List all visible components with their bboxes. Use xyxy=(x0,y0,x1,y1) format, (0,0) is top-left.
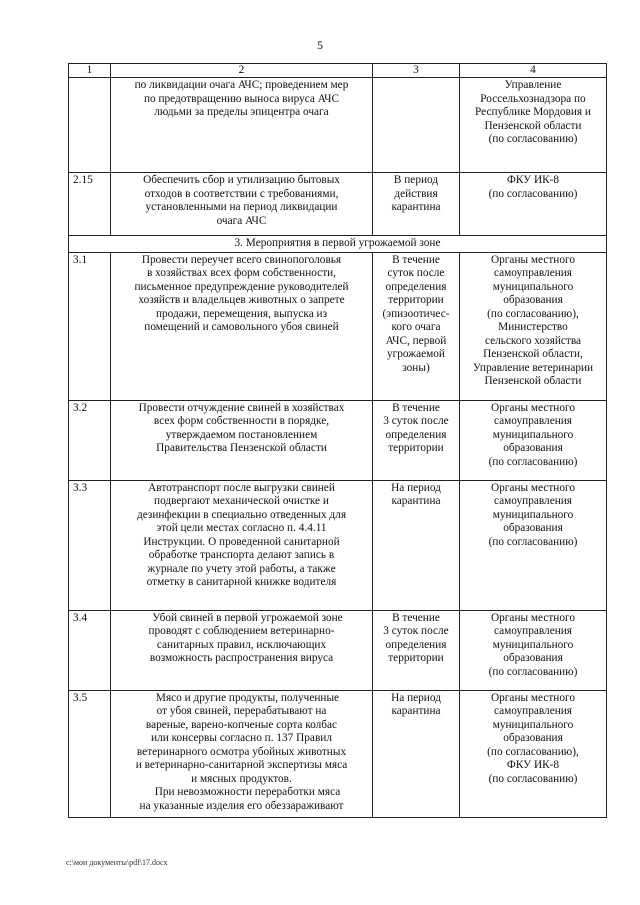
responsible-cell-line xyxy=(463,773,603,787)
responsible-cell-text: (по согласованию) xyxy=(488,535,578,548)
section-row xyxy=(69,236,607,253)
responsible-cell xyxy=(460,480,607,610)
table-row xyxy=(69,480,607,610)
action-cell-line xyxy=(114,509,369,523)
responsible-cell-text: образования xyxy=(503,294,563,306)
item-number xyxy=(69,78,111,173)
responsible-cell xyxy=(460,400,607,480)
term-cell xyxy=(373,480,460,610)
action-cell-line xyxy=(114,692,369,706)
term-cell-line xyxy=(376,625,456,639)
term-cell-text: угрожаемой xyxy=(387,348,445,360)
table-row xyxy=(69,252,607,400)
table-row xyxy=(69,78,607,173)
responsible-cell-text: самоуправления xyxy=(493,495,572,507)
term-cell-text: определения xyxy=(385,428,447,441)
responsible-cell-text: самоуправления xyxy=(493,267,572,279)
term-cell-line xyxy=(376,612,456,626)
table-row xyxy=(69,173,607,236)
responsible-cell-line xyxy=(463,375,603,389)
term-cell-line xyxy=(376,294,456,308)
action-cell-text: письменное предупреждение руководителей xyxy=(134,280,349,293)
responsible-cell-text: образования xyxy=(503,652,563,664)
term-cell xyxy=(373,252,460,400)
header-col-4: 4 xyxy=(460,64,607,78)
action-cell-line xyxy=(114,254,369,268)
action-cell-text: хозяйств и владельцев животных о запрете xyxy=(138,294,345,306)
term-cell xyxy=(373,173,460,236)
action-cell-line xyxy=(114,402,369,416)
action-cell-text: от убоя свиней, перерабатывают на xyxy=(156,705,327,717)
responsible-cell-text: самоуправления xyxy=(493,625,572,637)
responsible-cell-text: (по согласованию), xyxy=(487,307,579,320)
responsible-cell-text: Россельхознадзора по xyxy=(480,92,586,105)
responsible-cell-line xyxy=(463,415,603,429)
term-cell-line xyxy=(376,308,456,322)
action-cell-line xyxy=(114,522,369,536)
responsible-cell-text: муниципального xyxy=(492,638,574,651)
responsible-cell-text: муниципального xyxy=(492,718,574,731)
action-cell-line xyxy=(114,281,369,295)
term-cell-text: кого очага xyxy=(391,321,441,333)
term-cell-line xyxy=(376,174,456,188)
action-cell-line xyxy=(114,106,369,120)
responsible-cell-line xyxy=(463,188,603,202)
responsible-cell-line xyxy=(463,267,603,281)
action-cell xyxy=(111,173,373,236)
measures-table xyxy=(68,63,607,818)
action-cell-line xyxy=(114,188,369,202)
action-cell-line xyxy=(114,267,369,281)
responsible-cell-line xyxy=(463,705,603,719)
action-cell-line xyxy=(114,308,369,322)
term-cell-line xyxy=(376,254,456,268)
action-cell-text: обработке транспорта делают запись в xyxy=(148,549,335,561)
responsible-cell-line xyxy=(463,536,603,550)
action-cell-line xyxy=(114,719,369,733)
responsible-cell-text: Пензенской области xyxy=(484,119,582,132)
responsible-cell-text: Министерство xyxy=(498,321,568,333)
term-cell-text: территории xyxy=(388,442,444,454)
item-number: 3.4 xyxy=(69,610,111,690)
action-cell-line xyxy=(114,415,369,429)
action-cell-text: Провести переучет всего свинопоголовья xyxy=(141,253,342,266)
action-cell-text: всех форм собственности в порядке, xyxy=(153,415,330,427)
term-cell-text: зоны) xyxy=(402,361,430,374)
responsible-cell-line xyxy=(463,732,603,746)
action-cell xyxy=(111,78,373,173)
action-cell-line xyxy=(114,321,369,335)
responsible-cell-line xyxy=(463,321,603,335)
responsible-cell-text: Республике Мордовия и xyxy=(475,106,591,118)
term-cell-line xyxy=(376,415,456,429)
term-cell-line xyxy=(376,267,456,281)
responsible-cell xyxy=(460,252,607,400)
responsible-cell xyxy=(460,78,607,173)
action-cell-text: помещений и самовольного убоя свиней xyxy=(144,321,339,333)
action-cell-text: проводят с соблюдением ветеринарно- xyxy=(148,625,335,637)
responsible-cell-line xyxy=(463,482,603,496)
action-cell-text: в хозяйствах всех форм собственности, xyxy=(146,267,336,279)
action-cell-text: отметку в санитарной книжке водителя xyxy=(146,576,337,588)
responsible-cell-line xyxy=(463,652,603,666)
action-cell-text: по ликвидации очага АЧС; проведением мер xyxy=(134,79,349,91)
action-cell-line xyxy=(114,93,369,107)
footer-file-path: c:\мои документы\pdf\17.docx xyxy=(66,858,168,867)
term-cell-text: территории xyxy=(388,294,444,306)
responsible-cell-line xyxy=(463,666,603,680)
term-cell-text: На период xyxy=(391,691,441,704)
responsible-cell-text: (по согласованию) xyxy=(488,665,578,678)
responsible-cell-line xyxy=(463,495,603,509)
responsible-cell-text: сельского хозяйства xyxy=(484,334,582,347)
responsible-cell-line xyxy=(463,402,603,416)
term-cell-line xyxy=(376,321,456,335)
responsible-cell-line xyxy=(463,254,603,268)
action-cell xyxy=(111,610,373,690)
responsible-cell-line xyxy=(463,335,603,349)
action-cell-text: очага АЧС xyxy=(216,214,267,227)
action-cell-text: по предотвращению выноса вируса АЧС xyxy=(143,92,340,105)
responsible-cell-line xyxy=(463,79,603,93)
responsible-cell-line xyxy=(463,759,603,773)
term-cell-line xyxy=(376,652,456,666)
term-cell-text: территории xyxy=(388,652,444,664)
responsible-cell-line xyxy=(463,133,603,147)
term-cell-text: АЧС, первой xyxy=(385,334,447,347)
responsible-cell xyxy=(460,173,607,236)
term-cell-line xyxy=(376,335,456,349)
term-cell-line xyxy=(376,201,456,215)
action-cell-line xyxy=(114,705,369,719)
responsible-cell-line xyxy=(463,639,603,653)
item-number: 3.5 xyxy=(69,690,111,818)
term-cell-text: В течение xyxy=(392,611,440,624)
section-title: 3. Мероприятия в первой угрожаемой зоне xyxy=(69,236,607,253)
action-cell-text: продажи, перемещения, выпуска из xyxy=(155,307,328,320)
header-col-3: 3 xyxy=(373,64,460,78)
responsible-cell-text: Органы местного xyxy=(490,253,575,266)
responsible-cell-line xyxy=(463,429,603,443)
action-cell-line xyxy=(114,732,369,746)
responsible-cell-line xyxy=(463,442,603,456)
term-cell xyxy=(373,78,460,173)
action-cell-text: установленными на период ликвидации xyxy=(145,201,338,213)
responsible-cell-text: Управление ветеринарии xyxy=(472,361,594,374)
responsible-cell-line xyxy=(463,456,603,470)
term-cell-text: определения xyxy=(385,638,447,651)
action-cell-line xyxy=(114,759,369,773)
responsible-cell-text: Пензенской области, xyxy=(483,348,583,360)
action-cell-text: и мясных продуктов. xyxy=(191,772,292,785)
responsible-cell-line xyxy=(463,692,603,706)
term-cell xyxy=(373,690,460,818)
responsible-cell-line xyxy=(463,281,603,295)
responsible-cell-line xyxy=(463,120,603,134)
action-cell-line xyxy=(114,652,369,666)
term-cell-line xyxy=(376,348,456,362)
term-cell-text: В течение xyxy=(392,401,440,414)
responsible-cell-text: образования xyxy=(503,442,563,454)
action-cell xyxy=(111,480,373,610)
responsible-cell-line xyxy=(463,106,603,120)
term-cell-text: карантина xyxy=(391,495,441,507)
responsible-cell-text: (по согласованию) xyxy=(488,133,578,145)
responsible-cell xyxy=(460,690,607,818)
action-cell-line xyxy=(114,639,369,653)
responsible-cell-text: муниципального xyxy=(492,280,574,293)
term-cell-line xyxy=(376,482,456,496)
term-cell-line xyxy=(376,692,456,706)
responsible-cell-line xyxy=(463,746,603,760)
action-cell-text: возможность распространения вируса xyxy=(149,652,334,664)
responsible-cell-text: образования xyxy=(503,732,563,744)
table-row xyxy=(69,610,607,690)
action-cell-line xyxy=(114,429,369,443)
header-col-2: 2 xyxy=(111,64,373,78)
action-cell-text: Провести отчуждение свиней в хозяйствах xyxy=(138,401,345,414)
action-cell-line xyxy=(114,625,369,639)
responsible-cell-text: Органы местного xyxy=(490,401,575,414)
action-cell-text: журнале по учету этой работы, а также xyxy=(147,562,336,575)
responsible-cell-line xyxy=(463,174,603,188)
responsible-cell-line xyxy=(463,348,603,362)
action-cell-line xyxy=(114,800,369,814)
responsible-cell-line xyxy=(463,93,603,107)
action-cell-text: и ветеринарно-санитарной экспертизы мяса xyxy=(135,759,348,771)
item-number: 2.15 xyxy=(69,173,111,236)
term-cell-text: действия xyxy=(394,187,438,200)
action-cell xyxy=(111,690,373,818)
action-cell-text: санитарных правил, исключающих xyxy=(156,638,327,651)
header-col-1: 1 xyxy=(69,64,111,78)
term-cell-text: карантина xyxy=(391,705,441,717)
responsible-cell-text: Органы местного xyxy=(490,611,575,624)
term-cell-text: На период xyxy=(391,481,441,494)
responsible-cell-line xyxy=(463,612,603,626)
action-cell-text: Мясо и другие продукты, полученные xyxy=(155,691,340,704)
responsible-cell-text: самоуправления xyxy=(493,705,572,717)
action-cell-text: Правительства Пензенской области xyxy=(156,442,327,454)
responsible-cell-text: ФКУ ИК-8 xyxy=(506,174,560,186)
responsible-cell-text: муниципального xyxy=(492,508,574,521)
action-cell-text: Инструкции. О проведенной санитарной xyxy=(143,535,340,548)
action-cell-text: подвергают механической очистке и xyxy=(154,495,329,507)
item-number: 3.3 xyxy=(69,480,111,610)
action-cell-line xyxy=(114,201,369,215)
action-cell-text: людьми за пределы эпицентра очага xyxy=(154,106,329,118)
responsible-cell-text: самоуправления xyxy=(493,415,572,427)
header-row xyxy=(69,64,607,78)
action-cell-line xyxy=(114,576,369,590)
action-cell-line xyxy=(114,215,369,229)
term-cell-line xyxy=(376,362,456,376)
term-cell-text: 3 суток после xyxy=(383,415,449,427)
term-cell-text: В период xyxy=(393,174,439,186)
responsible-cell-text: Управление xyxy=(504,79,562,91)
action-cell-line xyxy=(114,174,369,188)
responsible-cell-line xyxy=(463,625,603,639)
action-cell-text: вареные, варено-копченые сорта колбас xyxy=(145,718,338,731)
responsible-cell-text: (по согласованию), xyxy=(487,745,579,758)
table-row xyxy=(69,400,607,480)
action-cell-text: Автотранспорт после выгрузки свиней xyxy=(148,481,335,494)
action-cell-line xyxy=(114,442,369,456)
term-cell-text: суток после xyxy=(387,267,445,279)
responsible-cell-text: муниципального xyxy=(492,428,574,441)
action-cell-text: этой цели местах согласно п. 4.4.11 xyxy=(156,522,327,534)
action-cell-line xyxy=(114,563,369,577)
item-number: 3.2 xyxy=(69,400,111,480)
action-cell-line xyxy=(114,549,369,563)
responsible-cell-text: Органы местного xyxy=(490,481,575,494)
item-number: 3.1 xyxy=(69,252,111,400)
term-cell-text: 3 суток после xyxy=(383,625,449,637)
action-cell-text: При невозможности переработки мяса xyxy=(154,786,341,798)
responsible-cell-line xyxy=(463,294,603,308)
responsible-cell-line xyxy=(463,719,603,733)
term-cell-line xyxy=(376,495,456,509)
action-cell-text: отходов в соответствии с требованиями, xyxy=(144,187,339,200)
responsible-cell-text: (по согласованию) xyxy=(488,772,578,785)
term-cell-line xyxy=(376,429,456,443)
responsible-cell-line xyxy=(463,362,603,376)
action-cell xyxy=(111,252,373,400)
action-cell-text: Обеспечить сбор и утилизацию бытовых xyxy=(143,174,340,186)
responsible-cell-text: Органы местного xyxy=(490,691,575,704)
action-cell-line xyxy=(114,786,369,800)
term-cell xyxy=(373,400,460,480)
action-cell-text: утверждаемом постановлением xyxy=(165,428,318,441)
action-cell xyxy=(111,400,373,480)
action-cell-text: дезинфекции в специально отведенных для xyxy=(136,508,347,521)
action-cell-text: на указанные изделия его обеззараживают xyxy=(139,799,344,812)
action-cell-line xyxy=(114,79,369,93)
action-cell-text: ветеринарного осмотра убойных животных xyxy=(136,745,347,758)
action-cell-line xyxy=(114,612,369,626)
responsible-cell-text: (по согласованию) xyxy=(488,455,578,468)
term-cell-line xyxy=(376,442,456,456)
table-row xyxy=(69,690,607,818)
action-cell-line xyxy=(114,773,369,787)
responsible-cell-text: (по согласованию) xyxy=(488,187,578,200)
responsible-cell-text: образования xyxy=(503,522,563,534)
page-number: 5 xyxy=(317,38,323,52)
term-cell-line xyxy=(376,402,456,416)
responsible-cell-text: Пензенской области xyxy=(484,375,582,387)
action-cell-text: Убой свиней в первой угрожаемой зоне xyxy=(152,611,343,624)
term-cell-line xyxy=(376,705,456,719)
term-cell-line xyxy=(376,188,456,202)
term-cell-line xyxy=(376,281,456,295)
term-cell-text: определения xyxy=(385,280,447,293)
action-cell-line xyxy=(114,294,369,308)
term-cell-text: (эпизоотичес- xyxy=(382,307,450,320)
term-cell-text: карантина xyxy=(391,201,441,213)
action-cell-line xyxy=(114,495,369,509)
term-cell-text: В течение xyxy=(392,253,440,266)
responsible-cell-line xyxy=(463,509,603,523)
term-cell-line xyxy=(376,639,456,653)
action-cell-text: или консервы согласно п. 137 Правил xyxy=(151,732,332,744)
responsible-cell-line xyxy=(463,522,603,536)
term-cell xyxy=(373,610,460,690)
responsible-cell-text: ФКУ ИК-8 xyxy=(506,759,560,771)
responsible-cell xyxy=(460,610,607,690)
action-cell-line xyxy=(114,482,369,496)
action-cell-line xyxy=(114,536,369,550)
responsible-cell-line xyxy=(463,308,603,322)
action-cell-line xyxy=(114,746,369,760)
